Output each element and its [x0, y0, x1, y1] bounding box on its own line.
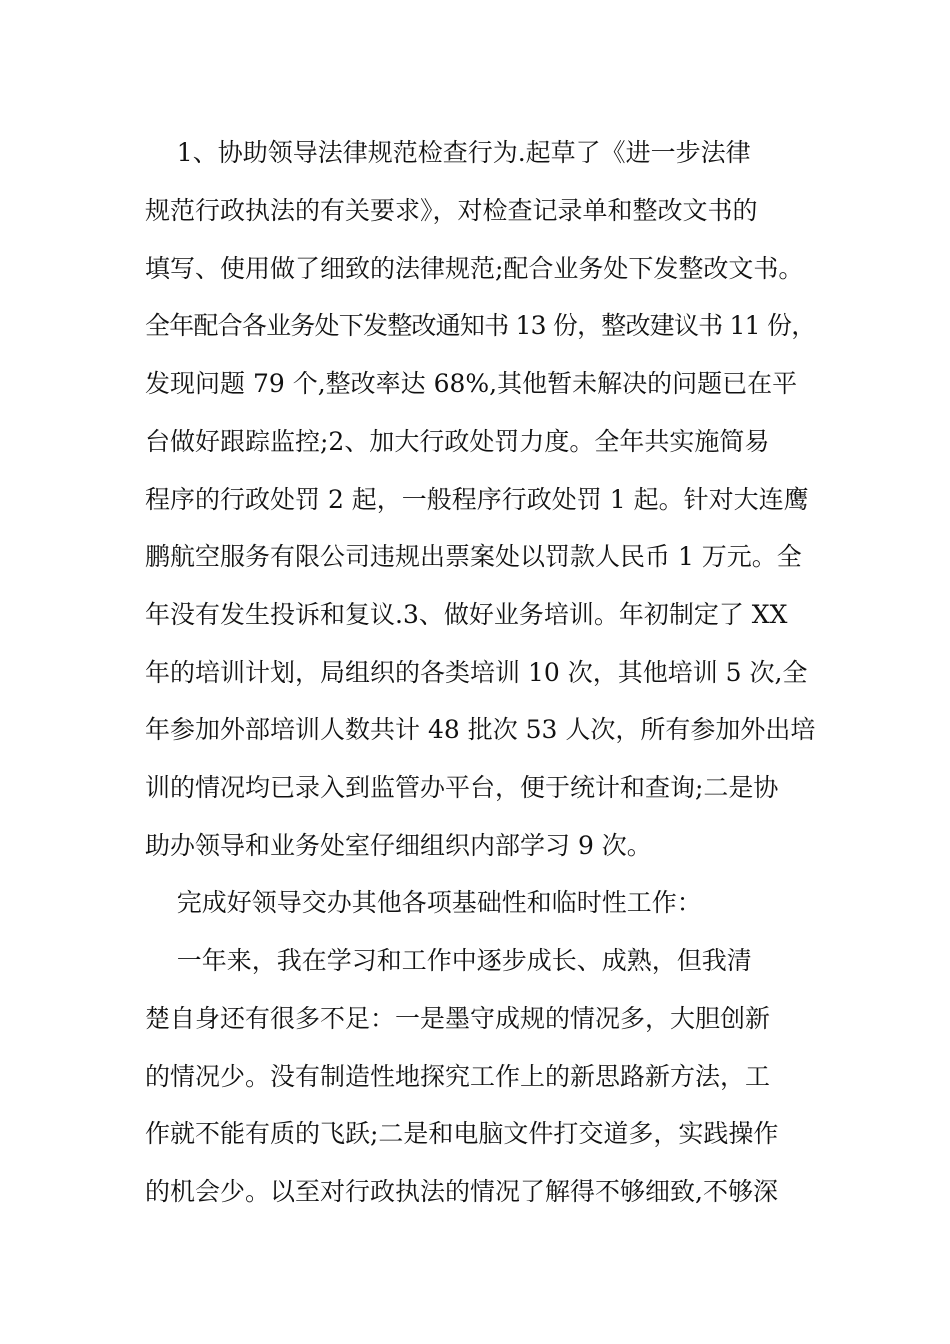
- paragraph-line: 楚自身还有很多不足：一是墨守成规的情况多，大胆创新: [145, 1004, 771, 1033]
- paragraph-line: 的机会少。以至对行政执法的情况了解得不够细致,不够深: [145, 1177, 778, 1206]
- paragraph-line: 程序的行政处罚 2 起，一般程序行政处罚 1 起。针对大连鹰: [145, 485, 809, 514]
- paragraph-line: 年参加外部培训人数共计 48 批次 53 人次，所有参加外出培: [145, 715, 816, 744]
- paragraph-line: 作就不能有质的飞跃;二是和电脑文件打交道多，实践操作: [145, 1119, 779, 1148]
- paragraph-line: 规范行政执法的有关要求》，对检查记录单和整改文书的: [145, 196, 758, 225]
- paragraph-line: 全年配合各业务处下发整改通知书 13 份，整改建议书 11 份，: [145, 311, 816, 340]
- paragraph-line: 台做好跟踪监控;2、加大行政处罚力度。全年共实施简易: [145, 427, 770, 456]
- paragraph-line: 助办领导和业务处室仔细组织内部学习 9 次。: [145, 831, 652, 860]
- paragraph-line: 训的情况均已录入到监管办平台，便于统计和查询;二是协: [145, 773, 779, 802]
- paragraph-line: 填写、使用做了细致的法律规范;配合业务处下发整改文书。: [145, 254, 804, 283]
- paragraph-line: 年的培训计划，局组织的各类培训 10 次，其他培训 5 次,全: [145, 658, 808, 687]
- paragraph-line: 的情况少。没有制造性地探究工作上的新思路新方法，工: [145, 1062, 771, 1091]
- paragraph-line: 完成好领导交办其他各项基础性和临时性工作：: [145, 888, 702, 917]
- paragraph-line: 年没有发生投诉和复议.3、做好业务培训。年初制定了 XX: [145, 600, 788, 629]
- paragraph-line: 一年来，我在学习和工作中逐步成长、成熟，但我清: [145, 946, 752, 975]
- paragraph-line: 发现问题 79 个,整改率达 68%,其他暂未解决的问题已在平: [145, 369, 798, 398]
- paragraph-line: 鹏航空服务有限公司违规出票案处以罚款人民币 1 万元。全: [145, 542, 802, 571]
- paragraph-line: 1、协助领导法律规范检查行为.起草了《进一步法律: [145, 138, 751, 167]
